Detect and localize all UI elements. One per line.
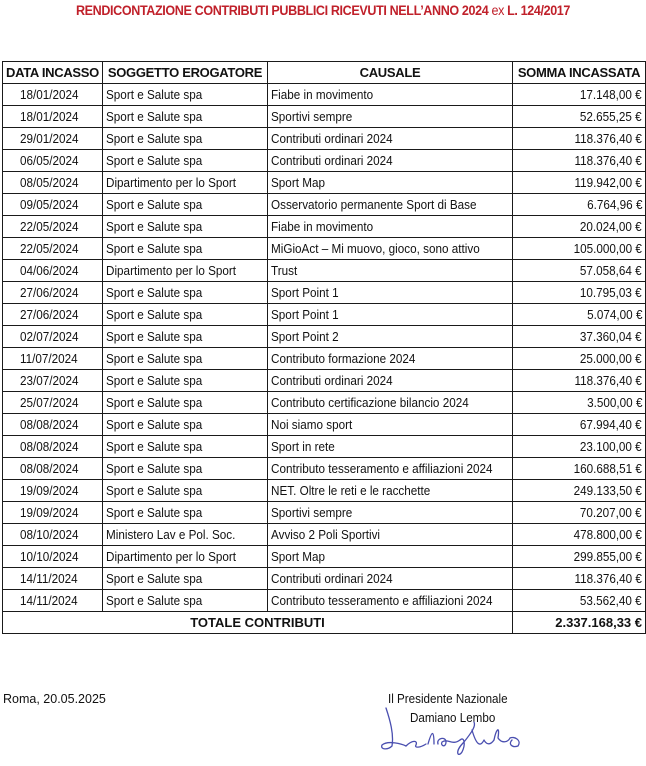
cell-amount: [513, 260, 646, 282]
cell-amount: [513, 458, 646, 480]
cell-source-text: Sport e Salute spa: [106, 87, 203, 102]
cell-amount: [513, 282, 646, 304]
cell-source-text: Sport e Salute spa: [106, 285, 203, 300]
cell-date: [3, 436, 103, 458]
cell-source-text: Sport e Salute spa: [106, 373, 203, 388]
cell-amount: [513, 194, 646, 216]
table-row: [3, 260, 646, 282]
table-row: [3, 216, 646, 238]
cell-reason-text: Sportivi sempre: [271, 109, 353, 124]
cell-reason-text: Sportivi sempre: [271, 505, 353, 520]
cell-amount: [513, 304, 646, 326]
cell-reason: [268, 326, 513, 348]
cell-amount: [513, 128, 646, 150]
cell-reason: [268, 392, 513, 414]
table-row: [3, 370, 646, 392]
cell-source: [103, 172, 268, 194]
cell-date-text: 29/01/2024: [19, 131, 79, 146]
cell-date-text: 25/07/2024: [19, 395, 79, 410]
cell-date: [3, 128, 103, 150]
cell-date: [3, 546, 103, 568]
cell-reason-text: Fiabe in movimento: [271, 87, 374, 102]
cell-amount: [513, 106, 646, 128]
cell-date: [3, 238, 103, 260]
cell-reason: [268, 260, 513, 282]
cell-amount: [513, 216, 646, 238]
cell-source: [103, 128, 268, 150]
cell-amount: [513, 590, 646, 612]
table-header-row: [3, 62, 646, 84]
cell-amount-text: 299.855,00 €: [573, 549, 642, 564]
cell-source: [103, 524, 268, 546]
cell-date-text: 18/01/2024: [19, 87, 79, 102]
signer-name: Damiano Lembo: [410, 711, 496, 725]
cell-amount: [513, 436, 646, 458]
cell-amount: [513, 480, 646, 502]
table-row: [3, 392, 646, 414]
cell-source: [103, 348, 268, 370]
cell-amount-text: 118.376,40 €: [574, 571, 642, 586]
cell-date-text: 06/05/2024: [19, 153, 79, 168]
cell-source: [103, 568, 268, 590]
cell-reason-text: Contributi ordinari 2024: [271, 131, 393, 146]
cell-date-text: 23/07/2024: [19, 373, 79, 388]
cell-amount-text: 20.024,00 €: [580, 219, 642, 234]
cell-source: [103, 546, 268, 568]
cell-source-text: Sport e Salute spa: [106, 593, 203, 608]
table-row: [3, 150, 646, 172]
cell-reason-text: MiGioAct – Mi muovo, gioco, sono attivo: [271, 241, 480, 256]
cell-reason: [268, 172, 513, 194]
cell-reason-text: Sport Point 1: [271, 285, 339, 300]
cell-reason: [268, 238, 513, 260]
cell-date: [3, 502, 103, 524]
cell-reason-text: Osservatorio permanente Sport di Base: [271, 197, 477, 212]
cell-reason-text: Contributo tesseramento e affiliazioni 2024: [271, 461, 493, 476]
cell-source-text: Sport e Salute spa: [106, 153, 203, 168]
cell-amount-text: 118.376,40 €: [574, 131, 642, 146]
cell-date-text: 22/05/2024: [19, 241, 79, 256]
cell-reason: [268, 524, 513, 546]
cell-amount-text: 5.074,00 €: [586, 307, 642, 322]
cell-amount-text: 6.764,96 €: [586, 197, 642, 212]
cell-amount-text: 160.688,51 €: [573, 461, 642, 476]
cell-source-text: Sport e Salute spa: [106, 241, 203, 256]
cell-source: [103, 458, 268, 480]
cell-date-text: 08/05/2024: [19, 175, 79, 190]
cell-reason-text: Contributo tesseramento e affiliazioni 2024: [271, 593, 493, 608]
cell-source: [103, 106, 268, 128]
cell-amount-text: 17.148,00 €: [580, 87, 642, 102]
table-row: [3, 458, 646, 480]
cell-source: [103, 194, 268, 216]
table-row: [3, 128, 646, 150]
cell-reason: [268, 436, 513, 458]
cell-date-text: 08/10/2024: [19, 527, 79, 542]
cell-source: [103, 238, 268, 260]
cell-amount: [513, 326, 646, 348]
cell-source: [103, 392, 268, 414]
cell-reason-text: Noi siamo sport: [271, 417, 353, 432]
cell-date-text: 19/09/2024: [19, 483, 79, 498]
cell-date: [3, 480, 103, 502]
cell-amount: [513, 370, 646, 392]
cell-reason-text: Fiabe in movimento: [271, 219, 374, 234]
cell-amount-text: 37.360,04 €: [580, 329, 642, 344]
cell-reason-text: Avviso 2 Poli Sportivi: [271, 527, 381, 542]
handwritten-signature-icon: [376, 700, 536, 760]
cell-source: [103, 260, 268, 282]
table-row: [3, 282, 646, 304]
header-amount: SOMMA INCASSATA: [513, 62, 646, 84]
table-row: [3, 414, 646, 436]
cell-date-text: 14/11/2024: [20, 571, 79, 586]
cell-source: [103, 84, 268, 106]
cell-amount: [513, 172, 646, 194]
header-source: SOGGETTO EROGATORE: [103, 62, 268, 84]
cell-source-text: Sport e Salute spa: [106, 483, 203, 498]
cell-reason: [268, 282, 513, 304]
cell-source-text: Sport e Salute spa: [106, 351, 203, 366]
cell-reason: [268, 216, 513, 238]
cell-reason-text: Contributi ordinari 2024: [271, 373, 393, 388]
cell-reason-text: Sport in rete: [271, 439, 335, 454]
total-value: 2.337.168,33 €: [513, 612, 646, 634]
total-row: [3, 612, 646, 634]
cell-source-text: Dipartimento per lo Sport: [106, 549, 237, 564]
table-row: [3, 194, 646, 216]
cell-reason-text: Contributi ordinari 2024: [271, 571, 393, 586]
cell-amount-text: 23.100,00 €: [580, 439, 642, 454]
cell-reason: [268, 370, 513, 392]
cell-date: [3, 194, 103, 216]
cell-date: [3, 392, 103, 414]
cell-amount: [513, 150, 646, 172]
cell-date: [3, 348, 103, 370]
cell-source-text: Sport e Salute spa: [106, 329, 203, 344]
cell-reason-text: Contributi ordinari 2024: [271, 153, 393, 168]
cell-date: [3, 172, 103, 194]
cell-source: [103, 326, 268, 348]
signer-role: Il Presidente Nazionale: [388, 692, 508, 706]
cell-date: [3, 326, 103, 348]
cell-date-text: 10/10/2024: [19, 549, 79, 564]
cell-amount: [513, 84, 646, 106]
cell-amount-text: 119.942,00 €: [574, 175, 642, 190]
table-row: [3, 524, 646, 546]
cell-amount-text: 67.994,40 €: [580, 417, 642, 432]
cell-amount-text: 70.207,00 €: [580, 505, 642, 520]
cell-date-text: 04/06/2024: [19, 263, 79, 278]
cell-amount-text: 478.800,00 €: [573, 527, 642, 542]
cell-amount: [513, 568, 646, 590]
cell-date-text: 27/06/2024: [19, 307, 79, 322]
cell-reason-text: Sport Point 2: [271, 329, 339, 344]
cell-reason: [268, 348, 513, 370]
cell-amount: [513, 524, 646, 546]
cell-source-text: Sport e Salute spa: [106, 505, 203, 520]
header-reason: CAUSALE: [268, 62, 513, 84]
cell-date: [3, 84, 103, 106]
table-row: [3, 348, 646, 370]
cell-source-text: Dipartimento per lo Sport: [106, 175, 237, 190]
cell-source-text: Sport e Salute spa: [106, 439, 203, 454]
cell-reason-text: Sport Map: [271, 175, 325, 190]
table-row: [3, 238, 646, 260]
cell-reason: [268, 502, 513, 524]
cell-source-text: Sport e Salute spa: [106, 109, 203, 124]
cell-source: [103, 436, 268, 458]
cell-source-text: Sport e Salute spa: [106, 461, 203, 476]
cell-amount-text: 118.376,40 €: [574, 153, 642, 168]
cell-reason: [268, 128, 513, 150]
cell-date: [3, 304, 103, 326]
cell-date-text: 27/06/2024: [19, 285, 79, 300]
cell-reason: [268, 106, 513, 128]
table-row: [3, 172, 646, 194]
cell-reason: [268, 480, 513, 502]
cell-source: [103, 590, 268, 612]
table-row: [3, 568, 646, 590]
cell-amount-text: 57.058,64 €: [580, 263, 642, 278]
table-row: [3, 546, 646, 568]
cell-amount: [513, 414, 646, 436]
table-body: [3, 84, 646, 612]
table-row: [3, 436, 646, 458]
cell-source: [103, 502, 268, 524]
cell-amount: [513, 546, 646, 568]
cell-amount-text: 52.655,25 €: [580, 109, 642, 124]
title-main: RENDICONTAZIONE CONTRIBUTI PUBBLICI RICEVUTI NELL’ANNO 2024: [75, 3, 492, 18]
cell-date-text: 22/05/2024: [19, 219, 79, 234]
cell-amount: [513, 238, 646, 260]
cell-reason: [268, 590, 513, 612]
contributions-table: [2, 61, 646, 634]
table-row: [3, 502, 646, 524]
cell-amount-text: 249.133,50 €: [573, 483, 642, 498]
cell-date-text: 09/05/2024: [19, 197, 79, 212]
cell-reason: [268, 546, 513, 568]
cell-date: [3, 216, 103, 238]
cell-source-text: Sport e Salute spa: [106, 219, 203, 234]
cell-date-text: 02/07/2024: [19, 329, 79, 344]
cell-reason-text: Trust: [271, 263, 298, 278]
place-date: Roma, 20.05.2025: [3, 692, 106, 706]
cell-amount-text: 3.500,00 €: [586, 395, 642, 410]
cell-reason-text: Contributo formazione 2024: [271, 351, 416, 366]
cell-source-text: Ministero Lav e Pol. Soc.: [106, 527, 236, 542]
cell-amount: [513, 502, 646, 524]
cell-source: [103, 304, 268, 326]
table-row: [3, 84, 646, 106]
cell-amount-text: 10.795,03 €: [580, 285, 642, 300]
cell-reason: [268, 458, 513, 480]
cell-source: [103, 414, 268, 436]
cell-date: [3, 590, 103, 612]
cell-source: [103, 480, 268, 502]
cell-reason: [268, 84, 513, 106]
cell-source-text: Dipartimento per lo Sport: [106, 263, 237, 278]
cell-reason-text: Sport Point 1: [271, 307, 339, 322]
cell-amount-text: 25.000,00 €: [580, 351, 642, 366]
cell-date-text: 08/08/2024: [19, 417, 79, 432]
cell-source-text: Sport e Salute spa: [106, 395, 203, 410]
cell-reason: [268, 414, 513, 436]
cell-date: [3, 260, 103, 282]
cell-amount-text: 105.000,00 €: [573, 241, 642, 256]
cell-reason-text: Contributo certificazione bilancio 2024: [271, 395, 469, 410]
cell-source-text: Sport e Salute spa: [106, 571, 203, 586]
cell-source: [103, 150, 268, 172]
cell-source: [103, 216, 268, 238]
cell-reason: [268, 568, 513, 590]
cell-source-text: Sport e Salute spa: [106, 131, 203, 146]
cell-reason-text: NET. Oltre le reti e le racchette: [271, 483, 431, 498]
cell-date-text: 11/07/2024: [20, 351, 79, 366]
document-title: [23, 3, 624, 18]
table-row: [3, 480, 646, 502]
cell-date: [3, 414, 103, 436]
cell-date: [3, 106, 103, 128]
table-row: [3, 326, 646, 348]
cell-reason: [268, 150, 513, 172]
table-row: [3, 106, 646, 128]
cell-date: [3, 568, 103, 590]
cell-source-text: Sport e Salute spa: [106, 417, 203, 432]
cell-date-text: 18/01/2024: [19, 109, 79, 124]
total-label: TOTALE CONTRIBUTI: [3, 612, 513, 634]
cell-reason: [268, 194, 513, 216]
cell-date-text: 14/11/2024: [20, 593, 79, 608]
cell-date-text: 19/09/2024: [19, 505, 79, 520]
cell-source: [103, 282, 268, 304]
title-ex: ex: [491, 3, 504, 18]
cell-date-text: 08/08/2024: [19, 461, 79, 476]
cell-source: [103, 370, 268, 392]
cell-date: [3, 524, 103, 546]
header-date: DATA INCASSO: [3, 62, 103, 84]
cell-reason-text: Sport Map: [271, 549, 325, 564]
cell-date: [3, 458, 103, 480]
cell-amount-text: 53.562,40 €: [580, 593, 642, 608]
cell-date-text: 08/08/2024: [19, 439, 79, 454]
cell-amount-text: 118.376,40 €: [574, 373, 642, 388]
cell-reason: [268, 304, 513, 326]
cell-date: [3, 282, 103, 304]
cell-amount: [513, 348, 646, 370]
cell-date: [3, 370, 103, 392]
cell-source-text: Sport e Salute spa: [106, 307, 203, 322]
cell-date: [3, 150, 103, 172]
table-row: [3, 590, 646, 612]
cell-source-text: Sport e Salute spa: [106, 197, 203, 212]
title-law: L. 124/2017: [503, 3, 571, 18]
cell-amount: [513, 392, 646, 414]
table-row: [3, 304, 646, 326]
